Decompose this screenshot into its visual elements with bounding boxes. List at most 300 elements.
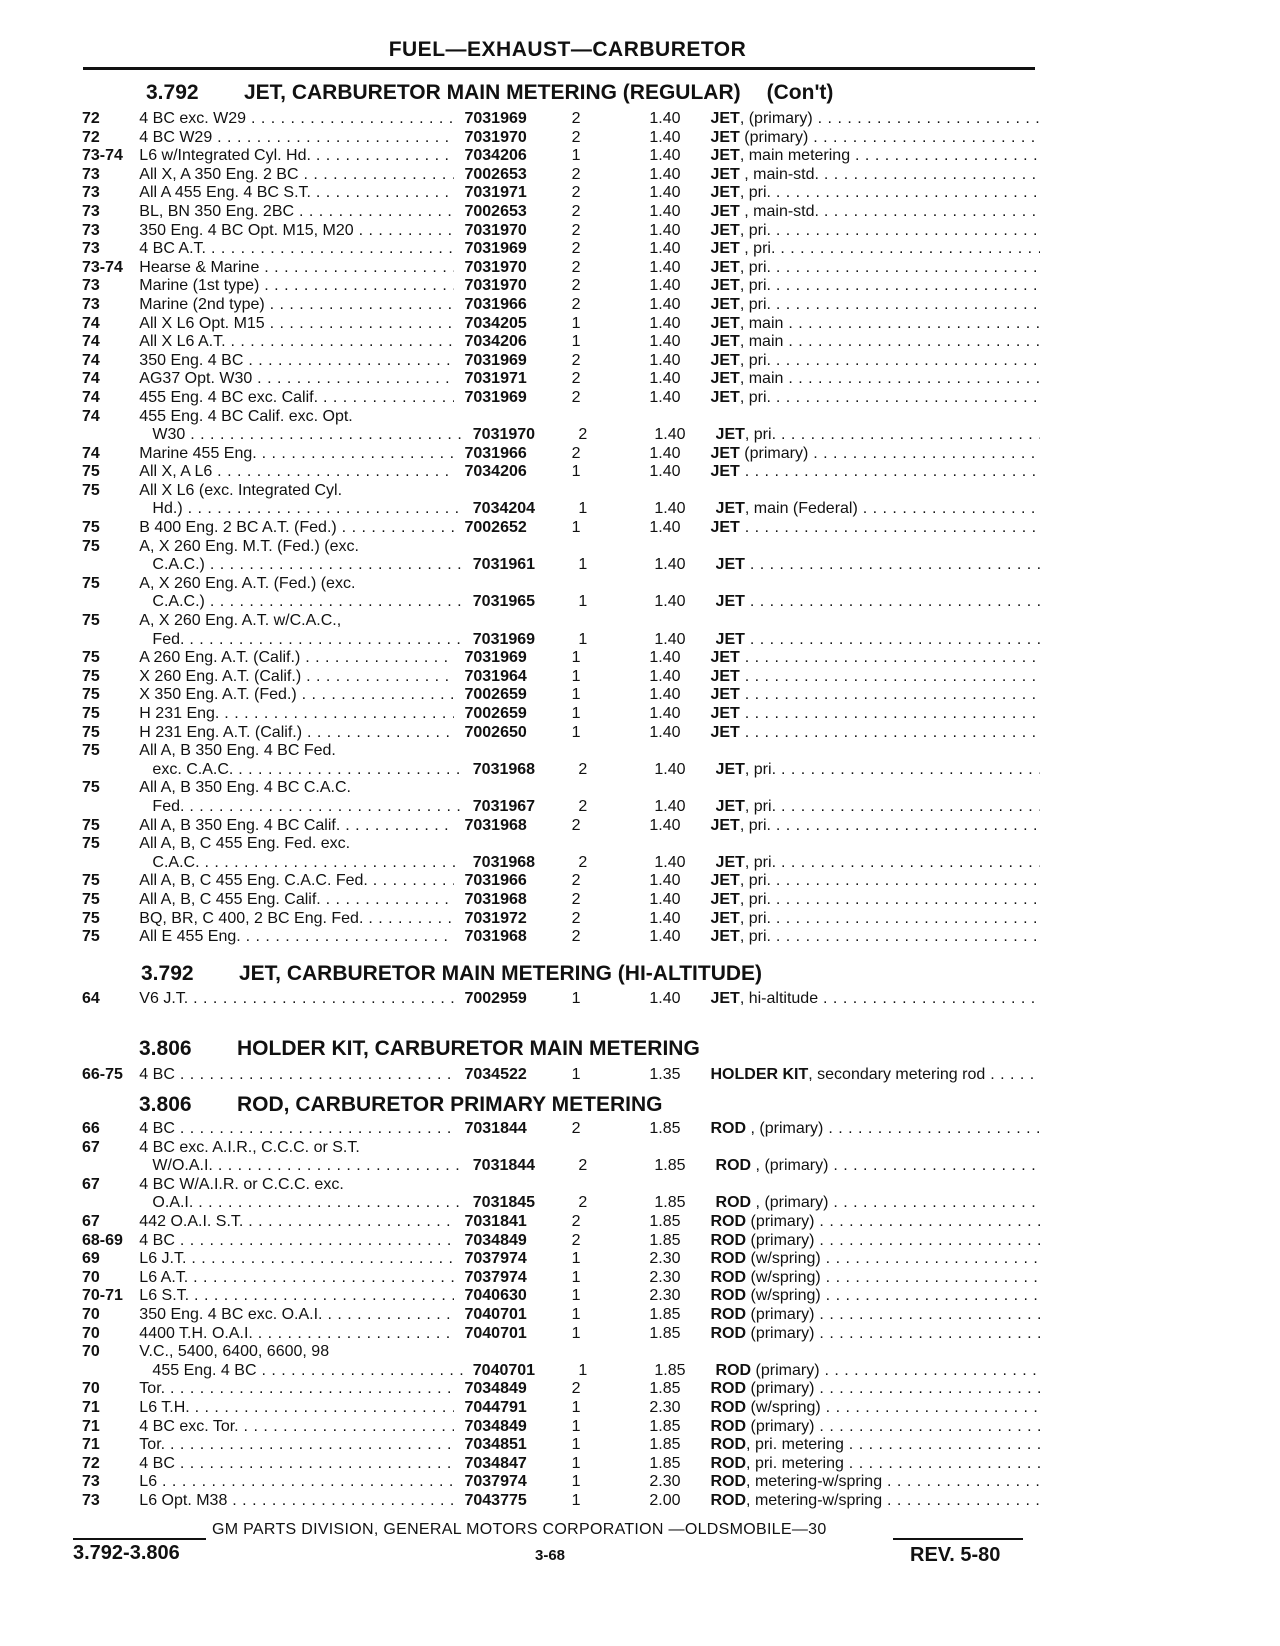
- quantity-cell: 2: [578, 853, 588, 871]
- table-row: [80, 1418, 1040, 1437]
- quantity-cell: 2: [571, 351, 581, 369]
- part-name: ROD: [710, 1305, 747, 1323]
- part-name: JET: [710, 370, 740, 388]
- price-cell: [621, 482, 710, 501]
- year-cell: 73: [82, 202, 100, 220]
- part-number-cell: [454, 538, 567, 557]
- part-number-cell: 7031968: [464, 928, 527, 946]
- part-description: , main-std.: [739, 202, 819, 220]
- quantity-cell: 2: [571, 816, 581, 834]
- quantity-cell: 2: [571, 890, 581, 908]
- part-number-cell: [454, 1176, 567, 1195]
- quantity-cell: 1: [571, 1305, 581, 1323]
- table-row: [80, 575, 1040, 594]
- table-row: [80, 184, 1040, 203]
- quantity-cell: 2: [571, 1231, 581, 1249]
- application-cell: Fed. . . .: [138, 798, 462, 817]
- table-row: [80, 333, 1040, 352]
- price-cell: 1.40: [654, 500, 686, 518]
- table-row: [80, 370, 1040, 389]
- year-cell: 74: [82, 388, 100, 406]
- application-cell: Tor. . . .: [139, 1436, 454, 1455]
- year-cell: 75: [82, 519, 100, 537]
- part-name: JET: [710, 240, 740, 258]
- application-cell: 4 BC . . .: [139, 1455, 454, 1474]
- quantity-cell: 1: [571, 686, 581, 704]
- title-rule: [83, 67, 1035, 70]
- description-cell: [710, 222, 1040, 241]
- price-cell: 1.40: [649, 890, 681, 908]
- price-cell: 1.40: [654, 593, 686, 611]
- price-cell: 2.00: [649, 1491, 681, 1509]
- price-cell: 1.40: [649, 277, 681, 295]
- year-cell: 75: [82, 816, 100, 834]
- part-description: , pri.: [739, 816, 771, 834]
- table-row: [80, 240, 1040, 259]
- table-row: [80, 203, 1040, 222]
- quantity-cell: 2: [571, 277, 581, 295]
- year-cell: 73: [82, 295, 100, 313]
- application-cell: L6 A.T. . . .: [139, 1269, 454, 1288]
- price-cell: 1.40: [654, 760, 686, 778]
- part-number-cell: 7031970: [464, 221, 527, 239]
- application-cell: 442 O.A.I. S.T. . . .: [139, 1213, 454, 1232]
- quantity-cell: 2: [571, 128, 581, 146]
- application-cell: 4 BC W/A.I.R. or C.C.C. exc.: [139, 1175, 344, 1193]
- parts-table-jet-regular: [80, 110, 1040, 947]
- price-cell: 1.85: [649, 1417, 681, 1435]
- part-number-cell: 7034522: [464, 1066, 527, 1083]
- description-cell: [710, 1250, 1040, 1269]
- year-cell: 72: [82, 128, 100, 146]
- quantity-cell: 1: [571, 1417, 581, 1435]
- part-number-cell: 7031971: [464, 370, 527, 388]
- application-cell: C.A.C. . . .: [138, 854, 462, 873]
- table-row: [80, 147, 1040, 166]
- part-description: , pri.: [744, 797, 777, 815]
- part-number-cell: 7031966: [464, 444, 527, 462]
- application-cell: L6 . . .: [139, 1473, 454, 1492]
- part-number-cell: 7031969: [464, 240, 527, 258]
- part-number-cell: 7034849: [464, 1231, 527, 1249]
- price-cell: 1.85: [649, 1305, 681, 1323]
- quantity-cell: 1: [578, 500, 588, 518]
- quantity-cell: 1: [571, 1066, 581, 1083]
- year-cell: 75: [82, 705, 100, 722]
- quantity-cell: 1: [571, 519, 581, 537]
- part-number-cell: 7034205: [464, 314, 527, 332]
- quantity-cell: 1: [571, 1250, 581, 1268]
- year-cell: 75: [82, 779, 100, 797]
- application-cell: A, X 260 Eng. A.T. (Fed.) (exc.: [139, 574, 356, 592]
- table-row: [80, 1232, 1040, 1251]
- table-row: [80, 612, 1040, 631]
- price-cell: 1.40: [649, 128, 681, 146]
- year-cell: 75: [82, 649, 100, 667]
- part-name: JET: [710, 351, 740, 369]
- application-cell: 455 Eng. 4 BC . . .: [138, 1362, 462, 1381]
- part-name: JET: [710, 221, 740, 239]
- year-cell: [80, 1157, 138, 1176]
- table-row: [80, 222, 1040, 241]
- quantity-cell: 2: [571, 928, 581, 946]
- part-number-cell: 7031970: [464, 277, 527, 295]
- description-cell: [716, 1157, 1040, 1176]
- price-cell: 1.85: [654, 1157, 686, 1175]
- year-cell: [80, 1194, 138, 1213]
- part-number-cell: 7031845: [472, 1194, 536, 1212]
- price-cell: 1.40: [649, 221, 681, 239]
- application-cell: V6 J.T. . . .: [139, 990, 454, 1009]
- part-name: ROD: [710, 1268, 747, 1286]
- price-cell: 1.40: [649, 314, 681, 332]
- section-heading-holder-kit: [139, 1037, 700, 1061]
- table-row: [80, 742, 1040, 761]
- part-description: (primary): [746, 1324, 815, 1342]
- table-row: [80, 166, 1040, 185]
- table-row: [80, 649, 1040, 668]
- part-name: JET: [710, 277, 740, 295]
- table-row: [80, 1287, 1040, 1306]
- quantity-cell: 1: [571, 463, 581, 481]
- part-description: , pri.: [739, 388, 771, 406]
- year-cell: 67: [82, 1212, 100, 1230]
- application-cell: 455 Eng. 4 BC exc. Calif. . . .: [139, 389, 454, 408]
- part-name: ROD: [710, 1380, 747, 1398]
- price-cell: 1.40: [654, 426, 686, 444]
- price-cell: 1.40: [649, 295, 681, 313]
- part-number-cell: 7031965: [472, 593, 536, 611]
- part-number-cell: 7031969: [464, 649, 527, 667]
- quantity-cell: 1: [571, 649, 581, 667]
- application-cell: All A, B, C 455 Eng. Calif. . . .: [139, 891, 454, 910]
- price-cell: 1.40: [649, 184, 681, 202]
- table-row: [80, 686, 1040, 705]
- description-cell: [710, 1176, 1040, 1195]
- price-cell: 1.40: [649, 258, 681, 276]
- table-row: [80, 110, 1040, 129]
- description-cell: [710, 315, 1040, 334]
- application-cell: All A, B, C 455 Eng. Fed. exc.: [139, 835, 351, 853]
- part-name: JET: [715, 630, 745, 648]
- quantity-cell: 2: [571, 258, 581, 276]
- footer-section-range: 3.792-3.806: [73, 1542, 180, 1564]
- part-name: JET: [710, 333, 740, 351]
- application-cell: 4 BC . . .: [139, 1120, 454, 1139]
- part-name: JET: [710, 667, 740, 685]
- description-cell: [710, 1232, 1040, 1251]
- application-cell: 4 BC W29 . . .: [139, 129, 454, 148]
- year-cell: 66-75: [82, 1066, 123, 1083]
- part-description: , metering-w/spring: [746, 1473, 883, 1491]
- application-cell: 4 BC exc. W29 . . .: [139, 110, 454, 129]
- part-description: , pri.: [739, 277, 771, 295]
- description-cell: [710, 1139, 1040, 1158]
- part-name: JET: [715, 760, 745, 778]
- application-cell: 4 BC . . .: [139, 1232, 454, 1251]
- part-number-cell: [454, 575, 567, 594]
- part-name: JET: [710, 295, 740, 313]
- price-cell: 1.40: [649, 705, 681, 722]
- description-cell: [710, 1399, 1040, 1418]
- table-row: [80, 761, 1040, 780]
- price-cell: [621, 1139, 710, 1158]
- part-description: , (primary): [751, 1194, 829, 1212]
- part-number-cell: 7031969: [472, 630, 536, 648]
- part-name: JET: [710, 314, 740, 332]
- part-description: , pri.: [739, 240, 776, 258]
- description-cell: [710, 184, 1040, 203]
- year-cell: 74: [82, 314, 100, 332]
- part-description: (primary): [746, 1231, 815, 1249]
- footer-page-number: 3-68: [535, 1547, 566, 1564]
- part-description: , secondary metering rod: [808, 1066, 986, 1083]
- table-row: [80, 445, 1040, 464]
- year-cell: 70: [82, 1380, 100, 1398]
- application-cell: Fed. . . .: [138, 631, 462, 650]
- year-cell: 74: [82, 370, 100, 388]
- application-cell: B 400 Eng. 2 BC A.T. (Fed.) . . .: [139, 519, 454, 538]
- year-cell: 75: [82, 574, 100, 592]
- description-cell: [710, 259, 1040, 278]
- table-row: [80, 1455, 1040, 1474]
- year-cell: 68-69: [82, 1231, 123, 1249]
- part-description: (primary): [746, 1417, 815, 1435]
- part-description: (primary): [746, 1212, 815, 1230]
- part-number-cell: 7002659: [464, 705, 527, 722]
- application-cell: C.A.C.) . . .: [138, 593, 462, 612]
- table-row: [80, 891, 1040, 910]
- application-cell: H 231 Eng. . . .: [139, 705, 454, 724]
- year-cell: 70: [82, 1324, 100, 1342]
- part-name: ROD: [710, 1120, 747, 1137]
- price-cell: 1.40: [649, 816, 681, 834]
- part-number-cell: 7034851: [464, 1436, 527, 1454]
- description-cell: [710, 1306, 1040, 1325]
- part-description: , hi-altitude: [739, 990, 819, 1007]
- description-cell: [710, 445, 1040, 464]
- quantity-cell: 2: [571, 1380, 581, 1398]
- application-cell: Hd.) . . .: [138, 500, 462, 519]
- part-description: (w/spring): [746, 1268, 821, 1286]
- table-row: [80, 1213, 1040, 1232]
- price-cell: 1.40: [649, 909, 681, 927]
- part-number-cell: 7037974: [464, 1268, 527, 1286]
- table-row: [80, 1362, 1040, 1381]
- description-cell: [710, 1473, 1040, 1492]
- table-row: [80, 1436, 1040, 1455]
- year-cell: 73-74: [82, 258, 123, 276]
- application-cell: 350 Eng. 4 BC Opt. M15, M20 . . .: [139, 222, 454, 241]
- part-description: (w/spring): [746, 1287, 821, 1305]
- part-number-cell: 7044791: [464, 1398, 527, 1416]
- part-number-cell: 7031961: [472, 556, 536, 574]
- description-cell: [710, 389, 1040, 408]
- quantity-cell: 1: [571, 1436, 581, 1454]
- description-cell: [710, 1455, 1040, 1474]
- application-cell: L6 Opt. M38 . . .: [139, 1492, 454, 1511]
- price-cell: 1.40: [649, 110, 681, 127]
- table-row: [80, 779, 1040, 798]
- description-cell: [710, 742, 1040, 761]
- table-row: [80, 129, 1040, 148]
- price-cell: 1.85: [654, 1361, 686, 1379]
- quantity-cell: 2: [571, 872, 581, 890]
- part-name: ROD: [710, 1212, 747, 1230]
- part-name: JET: [710, 184, 740, 202]
- price-cell: 2.30: [649, 1287, 681, 1305]
- description-cell: [716, 761, 1040, 780]
- description-cell: [710, 575, 1040, 594]
- part-description: , main-std.: [739, 165, 819, 183]
- year-cell: 73: [82, 184, 100, 202]
- part-name: JET: [710, 909, 740, 927]
- price-cell: 2.30: [649, 1398, 681, 1416]
- application-cell: All X L6 Opt. M15 . . .: [139, 315, 454, 334]
- part-description: , main: [739, 314, 784, 332]
- table-row: [80, 277, 1040, 296]
- year-cell: 70-71: [82, 1287, 123, 1305]
- description-cell: [710, 333, 1040, 352]
- price-cell: 1.40: [649, 723, 681, 741]
- part-name: ROD: [710, 1417, 747, 1435]
- description-cell: [710, 872, 1040, 891]
- quantity-cell: 1: [571, 333, 581, 351]
- part-description: (primary): [739, 444, 809, 462]
- quantity-cell: 1: [571, 1398, 581, 1416]
- part-number-cell: [454, 482, 567, 501]
- application-cell: V.C., 5400, 6400, 6600, 98: [139, 1343, 330, 1361]
- part-description: , pri.: [739, 909, 771, 927]
- description-cell: [710, 147, 1040, 166]
- part-description: , pri.: [744, 853, 777, 871]
- quantity-cell: [568, 1343, 622, 1362]
- year-cell: 75: [82, 481, 100, 499]
- quantity-cell: 2: [578, 797, 588, 815]
- part-description: (primary): [739, 128, 809, 146]
- part-number-cell: [454, 742, 567, 761]
- year-cell: 73: [82, 1473, 100, 1491]
- application-cell: All A, B 350 Eng. 4 BC Calif. . . .: [139, 817, 454, 836]
- year-cell: 73: [82, 1491, 100, 1509]
- description-cell: [710, 1343, 1040, 1362]
- price-cell: 1.85: [649, 1436, 681, 1454]
- description-cell: [710, 538, 1040, 557]
- year-cell: [80, 798, 138, 817]
- quantity-cell: 2: [578, 426, 588, 444]
- application-cell: AG37 Opt. W30 . . .: [139, 370, 454, 389]
- description-cell: [710, 408, 1040, 427]
- part-description: (primary): [751, 1361, 820, 1379]
- description-cell: [710, 277, 1040, 296]
- table-row: [80, 389, 1040, 408]
- part-number-cell: 7031970: [464, 258, 527, 276]
- description-cell: [710, 370, 1040, 389]
- part-number-cell: 7002959: [464, 990, 527, 1007]
- quantity-cell: 2: [571, 1120, 581, 1137]
- part-number-cell: 7031969: [464, 388, 527, 406]
- part-name: JET: [710, 723, 740, 741]
- application-cell: Tor. . . .: [139, 1380, 454, 1399]
- description-cell: [710, 1287, 1040, 1306]
- part-name: JET: [710, 110, 740, 127]
- price-cell: 2.30: [649, 1473, 681, 1491]
- description-cell: [710, 891, 1040, 910]
- section-title: JET, CARBURETOR MAIN METERING (REGULAR): [244, 81, 741, 104]
- description-cell: [710, 129, 1040, 148]
- part-number-cell: 7037974: [464, 1250, 527, 1268]
- description-cell: [710, 910, 1040, 929]
- part-number-cell: 7002659: [464, 686, 527, 704]
- year-cell: 75: [82, 742, 100, 760]
- application-cell: All A 455 Eng. 4 BC S.T. . . .: [139, 184, 454, 203]
- part-number-cell: [454, 408, 567, 427]
- part-number-cell: 7040701: [464, 1305, 527, 1323]
- part-description: (primary): [746, 1305, 815, 1323]
- part-number-cell: 7031844: [472, 1157, 536, 1175]
- year-cell: 73-74: [82, 147, 123, 165]
- price-cell: 1.40: [649, 928, 681, 946]
- part-name: JET: [710, 444, 740, 462]
- year-cell: 75: [82, 909, 100, 927]
- table-row: [80, 817, 1040, 836]
- application-cell: 4 BC exc. A.I.R., C.C.C. or S.T.: [139, 1138, 360, 1156]
- part-number-cell: 7034849: [464, 1417, 527, 1435]
- quantity-cell: 2: [571, 184, 581, 202]
- part-description: , pri.: [739, 890, 771, 908]
- year-cell: 64: [82, 990, 100, 1007]
- year-cell: 70: [82, 1343, 100, 1361]
- part-name: JET: [715, 797, 745, 815]
- table-row: [80, 928, 1040, 947]
- part-description: , pri. metering: [746, 1454, 844, 1472]
- page-title: FUEL—EXHAUST—CARBURETOR: [388, 38, 747, 61]
- price-cell: 1.40: [649, 444, 681, 462]
- description-cell: [710, 990, 1040, 1009]
- year-cell: 75: [82, 835, 100, 853]
- footer-rule-right: [893, 1538, 1023, 1540]
- part-description: (w/spring): [746, 1250, 821, 1268]
- year-cell: [80, 593, 138, 612]
- table-row: [80, 500, 1040, 519]
- application-cell: All A, B 350 Eng. 4 BC Fed.: [139, 742, 336, 760]
- footer-rule-left: [73, 1538, 206, 1540]
- description-cell: [716, 593, 1040, 612]
- part-description: , pri.: [739, 872, 771, 890]
- description-cell: [710, 612, 1040, 631]
- quantity-cell: 1: [571, 1287, 581, 1305]
- part-number-cell: 7034847: [464, 1454, 527, 1472]
- price-cell: 1.40: [649, 667, 681, 685]
- year-cell: 67: [82, 1175, 100, 1193]
- price-cell: [621, 779, 710, 798]
- section-title: HOLDER KIT, CARBURETOR MAIN METERING: [237, 1037, 700, 1060]
- part-description: , pri.: [744, 760, 777, 778]
- application-cell: A, X 260 Eng. M.T. (Fed.) (exc.: [139, 537, 359, 555]
- quantity-cell: [568, 835, 622, 854]
- part-number-cell: [454, 1139, 567, 1158]
- price-cell: 2.30: [649, 1250, 681, 1268]
- description-cell: [710, 1436, 1040, 1455]
- description-cell: [710, 668, 1040, 687]
- part-number-cell: 7034206: [464, 147, 527, 165]
- part-number-cell: 7031968: [464, 816, 527, 834]
- quantity-cell: 1: [578, 630, 588, 648]
- price-cell: 1.85: [649, 1212, 681, 1230]
- year-cell: 75: [82, 463, 100, 481]
- application-cell: 4 BC exc. Tor. . . .: [139, 1418, 454, 1437]
- application-cell: All X L6 A.T. . . .: [139, 333, 454, 352]
